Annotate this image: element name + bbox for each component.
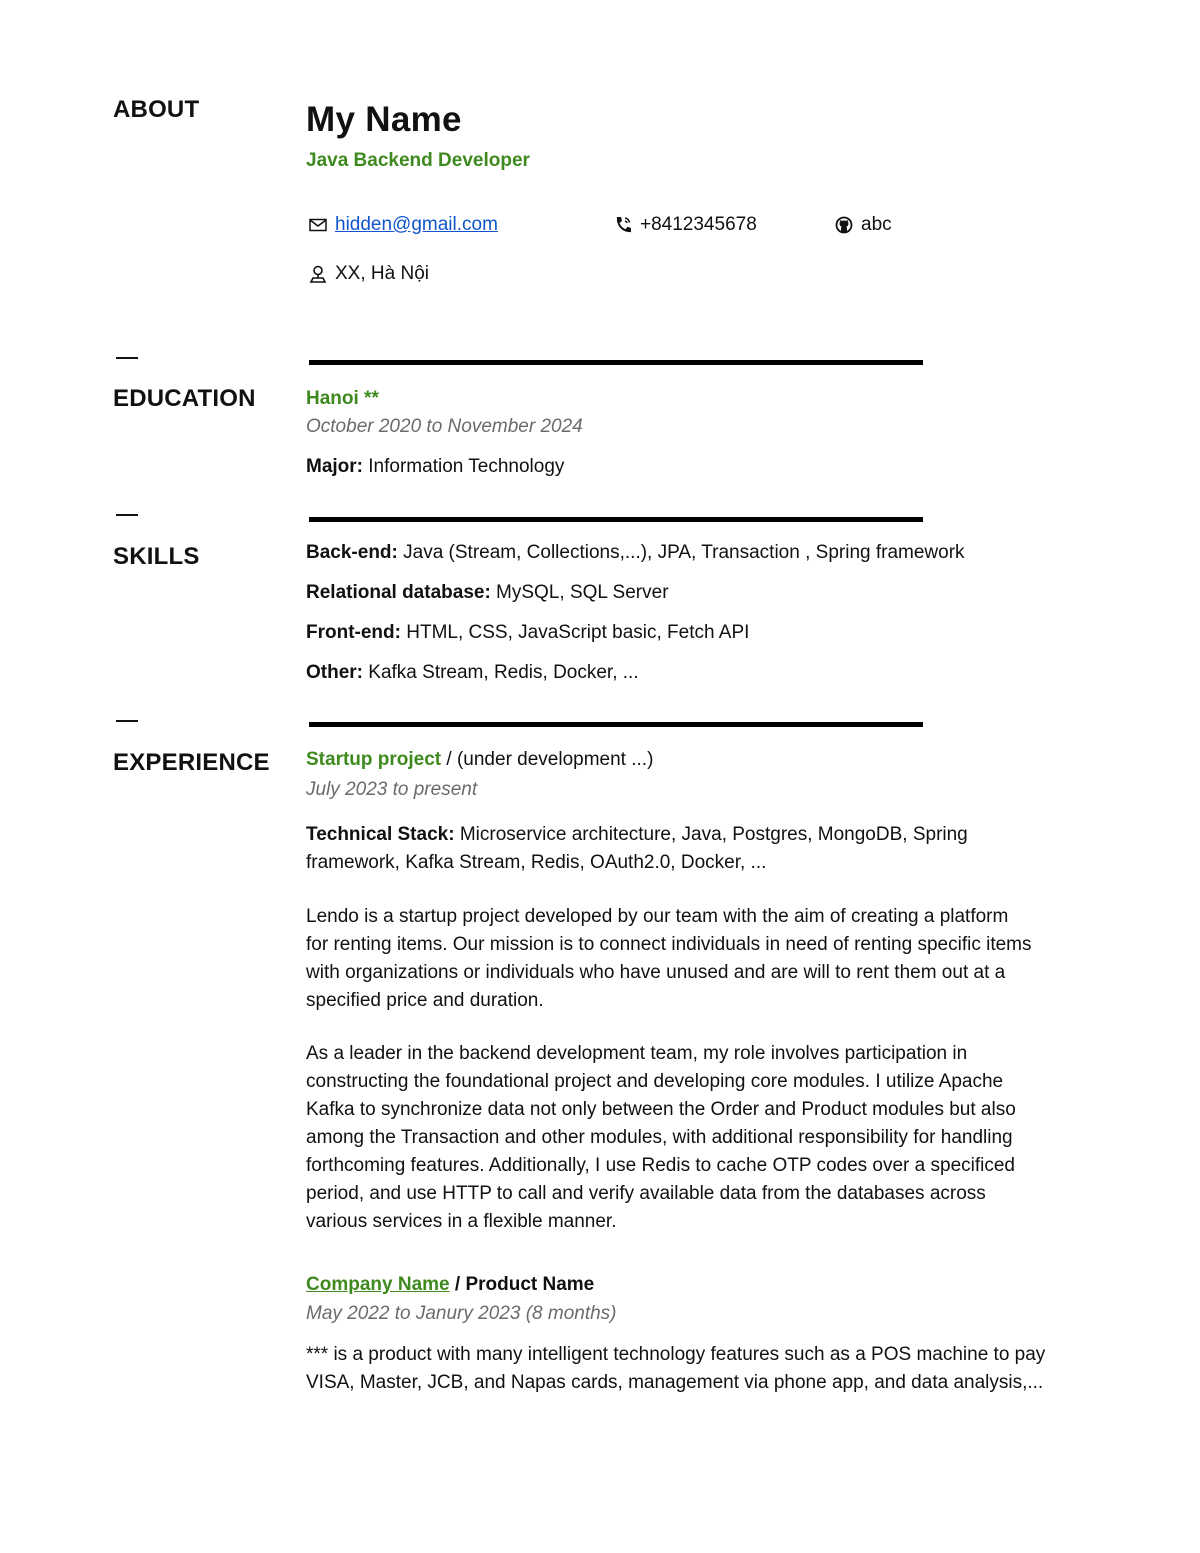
location-pin-icon — [309, 264, 327, 284]
section-dash — [116, 514, 138, 516]
job1-separator: / — [441, 749, 457, 770]
github-icon — [835, 216, 853, 234]
major-label: Major: — [306, 456, 363, 477]
paragraph-line: VISA, Master, JCB, and Napas cards, management via phone app, and data analysis,... — [306, 1372, 1044, 1393]
skill-value: HTML, CSS, JavaScript basic, Fetch API — [400, 622, 750, 643]
job1-description-1 — [306, 903, 1096, 1015]
education-major — [306, 453, 564, 481]
skill-row — [306, 619, 749, 647]
experience-heading: EXPERIENCE — [113, 749, 270, 776]
skill-label: Front-end: — [306, 622, 401, 643]
job1-stack — [306, 821, 968, 877]
paragraph-line: with organizations or individuals who have unused and are will to rent them out at a — [306, 962, 1006, 983]
paragraph-line: for renting items. Our mission is to connect individuals in need of renting specific items — [306, 934, 1032, 955]
education-heading: EDUCATION — [113, 385, 256, 412]
envelope-icon — [309, 218, 327, 232]
paragraph-line: *** is a product with many intelligent technology features such as a POS machine to pay — [306, 1344, 1046, 1365]
stack-line-1: Microservice architecture, Java, Postgres, MongoDB, Spring — [454, 824, 968, 845]
about-heading: ABOUT — [113, 96, 200, 123]
email-link[interactable]: hidden@gmail.com — [335, 214, 498, 235]
paragraph-line: As a leader in the backend development team, my role involves participation in — [306, 1043, 968, 1064]
skills-heading: SKILLS — [113, 543, 200, 570]
product-name: / Product Name — [449, 1274, 595, 1295]
school-name: Hanoi ** — [306, 388, 379, 409]
job1-title: Startup project — [306, 749, 442, 770]
paragraph-line: Kafka to synchronize data not only between the Order and Product modules but also — [306, 1099, 1016, 1120]
paragraph-line: various services in a flexible manner. — [306, 1211, 617, 1232]
job2-description — [306, 1341, 1096, 1397]
section-divider — [309, 517, 923, 522]
location-contact — [309, 262, 429, 286]
job1-dates: July 2023 to present — [306, 779, 478, 800]
section-divider — [309, 722, 923, 727]
skill-value: MySQL, SQL Server — [490, 582, 669, 603]
major-value: Information Technology — [363, 456, 565, 477]
job1-description-2 — [306, 1040, 1096, 1236]
person-name: My Name — [306, 100, 462, 139]
paragraph-line: forthcoming features. Additionally, I use Redis to cache OTP codes over a specificed — [306, 1155, 1016, 1176]
email-contact — [309, 213, 498, 237]
skill-value: Java (Stream, Collections,...), JPA, Transaction , Spring framework — [397, 542, 965, 563]
section-dash — [116, 720, 138, 722]
paragraph-line: Lendo is a startup project developed by our team with the aim of creating a platform — [306, 906, 1009, 927]
skill-label: Back-end: — [306, 542, 398, 563]
job1-header — [306, 746, 653, 774]
company-name-link[interactable]: Company Name — [306, 1274, 450, 1295]
job2-header — [306, 1271, 594, 1299]
skill-label: Relational database: — [306, 582, 491, 603]
paragraph-line: specified price and duration. — [306, 990, 544, 1011]
phone-icon — [614, 215, 632, 235]
github-username: abc — [861, 214, 892, 235]
skill-row — [306, 579, 669, 607]
job2-dates: May 2022 to Janury 2023 (8 months) — [306, 1303, 617, 1324]
skill-label: Other: — [306, 662, 363, 683]
paragraph-line: among the Transaction and other modules, with additional responsibility for handling — [306, 1127, 1013, 1148]
education-dates: October 2020 to November 2024 — [306, 416, 583, 437]
phone-number: +8412345678 — [640, 214, 757, 235]
section-dash — [116, 357, 138, 359]
job-title: Java Backend Developer — [306, 150, 530, 171]
github-contact — [835, 213, 892, 237]
job1-status: (under development ...) — [456, 749, 654, 770]
phone-contact — [614, 213, 757, 237]
skill-row — [306, 659, 639, 687]
skill-row — [306, 539, 965, 567]
section-divider — [309, 360, 923, 365]
stack-label: Technical Stack: — [306, 824, 455, 845]
skill-value: Kafka Stream, Redis, Docker, ... — [363, 662, 639, 683]
paragraph-line: constructing the foundational project and developing core modules. I utilize Apache — [306, 1071, 1004, 1092]
stack-line-2: framework, Kafka Stream, Redis, OAuth2.0, Docker, ... — [306, 852, 767, 873]
paragraph-line: period, and use HTTP to call and verify available data from the databases across — [306, 1183, 986, 1204]
location-text: XX, Hà Nội — [335, 263, 429, 284]
